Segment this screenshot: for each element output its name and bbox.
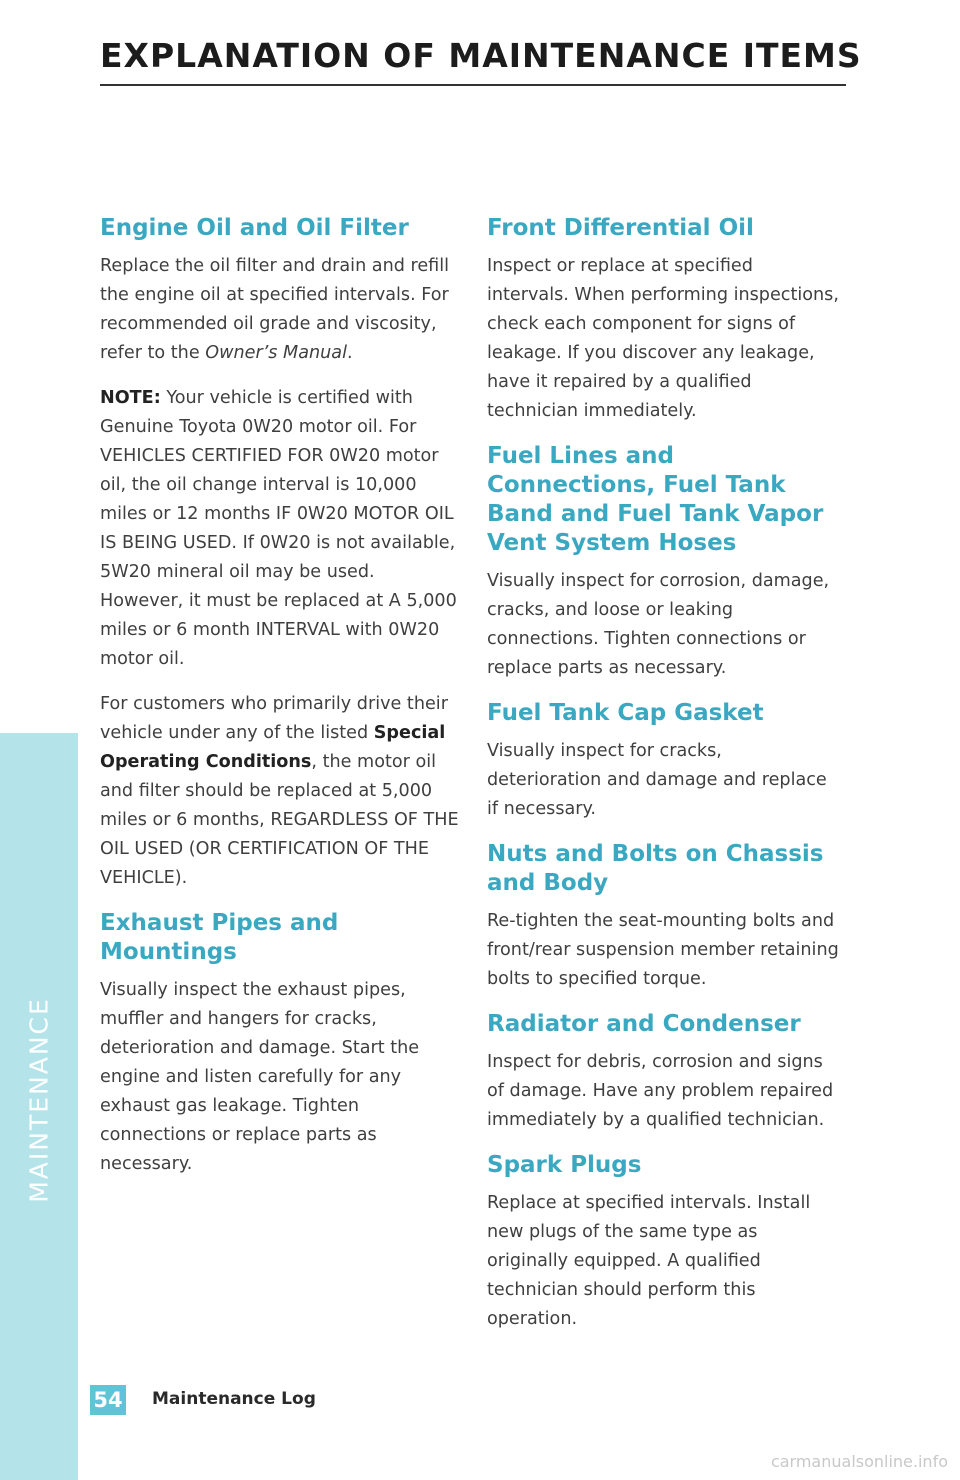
section-heading: Engine Oil and Oil Filter bbox=[100, 215, 409, 241]
section-paragraph: Inspect for debris, corrosion and signs of damage. Have any problem repaired immediately by a qualified technician. bbox=[487, 1052, 834, 1130]
note-paragraph bbox=[100, 384, 462, 674]
section-paragraph: Replace at specified intervals. Install new plugs of the same type as originally equipped. A qualified technician should perform this operation. bbox=[487, 1193, 811, 1329]
watermark: carmanualsonline.info bbox=[770, 1452, 948, 1471]
section-heading: Front Differential Oil bbox=[487, 215, 754, 241]
paragraph-text: Replace the oil filter and drain and refill the engine oil at specified intervals. For recommended oil grade and viscosity, refer to the bbox=[100, 256, 450, 363]
left-column bbox=[100, 214, 462, 1195]
special-conditions-term: Special Operating Conditions bbox=[100, 723, 446, 772]
paragraph-text: For customers who primarily drive their vehicle under any of the listed bbox=[100, 694, 448, 743]
section-paragraph: Visually inspect the exhaust pipes, muffler and hangers for cracks, deterioration and damage. Start the engine and listen carefully for any exhaust gas leakage. Tighten connections or replace parts as necessary. bbox=[100, 980, 420, 1174]
section-paragraph: Re-tighten the seat-mounting bolts and front/rear suspension member retaining bolts to specified torque. bbox=[487, 911, 839, 989]
section-front-differential bbox=[487, 214, 839, 426]
footer-label: Maintenance Log bbox=[152, 1389, 316, 1409]
section-heading: Nuts and Bolts on Chassis and Body bbox=[487, 841, 824, 896]
section-paragraph: Visually inspect for corrosion, damage, cracks, and loose or leaking connections. Tighten connections or replace parts as necessary. bbox=[487, 571, 830, 678]
section-heading: Radiator and Condenser bbox=[487, 1011, 801, 1037]
section-heading: Exhaust Pipes and Mountings bbox=[100, 910, 339, 965]
section-spark-plugs bbox=[487, 1151, 839, 1334]
side-tab-label: MAINTENANCE bbox=[24, 997, 54, 1203]
section-heading: Fuel Lines and Connections, Fuel Tank Band and Fuel Tank Vapor Vent System Hoses bbox=[487, 443, 824, 556]
section-heading: Fuel Tank Cap Gasket bbox=[487, 700, 764, 726]
section-heading: Spark Plugs bbox=[487, 1152, 642, 1178]
section-fuel-cap bbox=[487, 699, 839, 824]
note-label: NOTE: bbox=[100, 388, 161, 408]
section-paragraph bbox=[100, 690, 462, 893]
note-text: Your vehicle is certified with Genuine Toyota 0W20 motor oil. For VEHICLES CERTIFIED FOR 0W20 motor oil, the oil change interval is 10,000 miles or 12 months IF 0W20 MOTOR OIL IS BEING USED. If 0W20 is not available, 5W20 mineral oil may be used. However, it must be replaced at A 5,000 miles or 6 month INTERVAL with 0W20 motor oil. bbox=[100, 388, 457, 669]
section-paragraph: Inspect or replace at specified intervals. When performing inspections, check each component for signs of leakage. If you discover any leakage, have it repaired by a qualified technician immediately. bbox=[487, 256, 839, 421]
section-nuts-bolts bbox=[487, 840, 839, 994]
section-exhaust bbox=[100, 909, 462, 1179]
right-column bbox=[487, 214, 839, 1350]
section-engine-oil bbox=[100, 214, 462, 893]
paragraph-end: . bbox=[346, 343, 353, 363]
section-radiator bbox=[487, 1010, 839, 1135]
section-paragraph: Visually inspect for cracks, deterioration and damage and replace if necessary. bbox=[487, 741, 827, 819]
section-paragraph bbox=[100, 252, 462, 368]
manual-reference: Owner’s Manual bbox=[205, 343, 347, 363]
page-title: EXPLANATION OF MAINTENANCE ITEMS bbox=[100, 36, 862, 75]
section-fuel-lines bbox=[487, 442, 839, 683]
page-number: 54 bbox=[90, 1385, 126, 1415]
paragraph-text: , the motor oil and filter should be replaced at 5,000 miles or 6 months, REGARDLESS OF THE OIL USED (OR CERTIFICATION OF THE VEHICLE). bbox=[100, 752, 459, 888]
title-divider bbox=[100, 84, 846, 86]
